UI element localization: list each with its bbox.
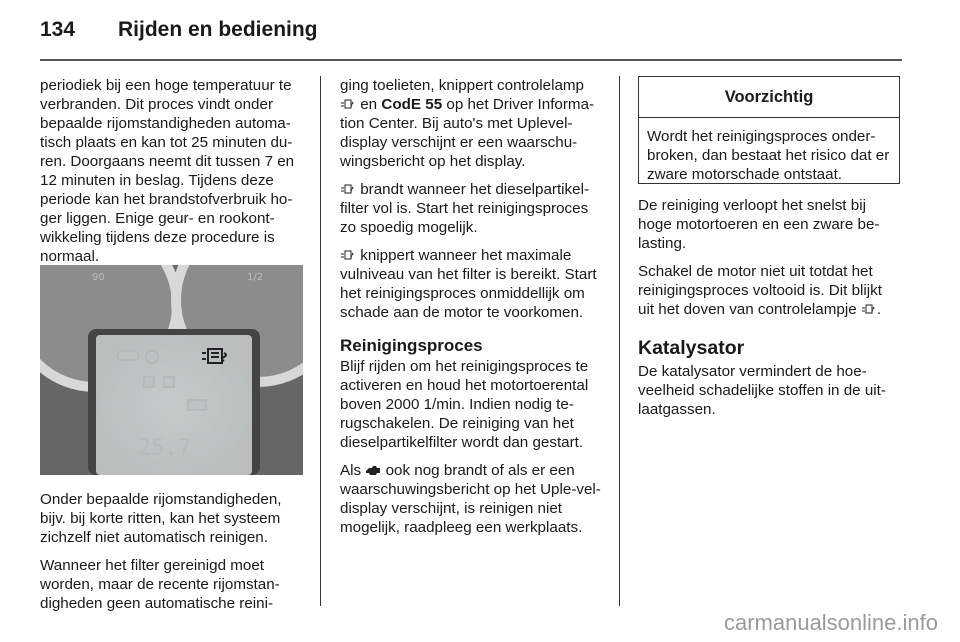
- page-header: [40, 18, 920, 48]
- paragraph: [340, 461, 602, 537]
- text-run: ook nog brandt of als er een waarschuwingsbericht op het Uple-vel-display verschijnt, is reinigen niet mogelijk, raadpleeg een werkplaats.: [340, 462, 601, 536]
- subsection-title: Reinigingsproces: [340, 336, 483, 355]
- error-code: CodE 55: [381, 96, 443, 113]
- text-run: op het Driver Informa-tion Center. Bij auto's met Uplevel-display verschijnt er een waarschu-wingsbericht op het display.: [340, 96, 595, 170]
- svg-text:90: 90: [92, 272, 105, 283]
- paragraph: periodiek bij een hoge temperatuur te verbranden. Dit proces vindt onder bepaalde rijomstandigheden automa-tisch plaats en kan tot 25 minuten du-ren. Doorgaans neemt dit tussen 7 en 12 minuten in beslag. Tijdens deze periode kan het brandstofverbruik ho-ger liggen. Enige geur- en rookont-wikkeling tijdens deze procedure is normaal.: [40, 77, 295, 265]
- paragraph: De reiniging verloopt het snelst bij hoge motortoeren en een zware be-lasting.: [638, 197, 880, 252]
- caution-box: [638, 76, 900, 184]
- page-title: Rijden en bediening: [118, 18, 318, 41]
- paragraph: [638, 262, 900, 319]
- paragraph: [340, 180, 602, 237]
- svg-text:1/2: 1/2: [247, 272, 264, 283]
- instrument-cluster-image: [40, 265, 303, 475]
- dpf-warning-icon: [340, 97, 356, 111]
- paragraph: Wanneer het filter gereinigd moet worden, maar de recente rijomstan-digheden geen automatische reini-: [40, 557, 280, 612]
- paragraph: De katalysator vermindert de hoe-veelheid schadelijke stoffen in de uit-laatgassen.: [638, 363, 886, 418]
- column-1: [40, 76, 308, 275]
- text-run: Als: [340, 462, 362, 479]
- watermark: carmanualsonline.info: [723, 610, 938, 635]
- dpf-warning-icon: [340, 248, 356, 262]
- column-divider: [619, 76, 620, 606]
- text-run: Schakel de motor niet uit totdat het reinigingsproces voltooid is. Dit blijkt uit het doven van controlelampje: [638, 263, 882, 318]
- text-run: en: [360, 96, 378, 113]
- text-run: .: [876, 301, 882, 318]
- column-3: [638, 196, 900, 428]
- engine-warning-icon: [365, 463, 381, 477]
- caution-title: Voorzichtig: [639, 77, 899, 118]
- text-run: knippert wanneer het maximale vulniveau van het filter is bereikt. Start het reinigingsproces onmiddellijk om schade aan de motor te voorkomen.: [340, 247, 597, 321]
- column-divider: [320, 76, 321, 606]
- section-title: Katalysator: [638, 337, 745, 359]
- page-number: 134: [40, 18, 76, 41]
- column-1-bottom: [40, 490, 308, 622]
- paragraph: Blijf rijden om het reinigingsproces te activeren en houd het motortoerental boven 2000 1/min. Indien nodig te-rugschakelen. De reiniging van het dieselpartikelfilter wordt dan gestart.: [340, 358, 589, 451]
- paragraph: [340, 76, 602, 171]
- paragraph: [340, 246, 602, 322]
- instrument-cluster-illustration: [40, 265, 303, 475]
- header-rule: [40, 59, 902, 61]
- text-run: brandt wanneer het dieselpartikel-filter vol is. Start het reinigingsproces zo spoedig mogelijk.: [340, 181, 590, 236]
- text-run: ging toelieten, knippert controlelamp: [340, 77, 584, 94]
- caution-text: Wordt het reinigingsproces onder-broken, dan bestaat het risico dat er zware motorschade ontstaat.: [647, 128, 890, 183]
- column-2: [340, 76, 602, 546]
- dpf-warning-icon: [340, 182, 356, 196]
- dpf-warning-icon: [861, 302, 877, 316]
- display-readout: 25.7: [138, 436, 191, 461]
- paragraph: Onder bepaalde rijomstandigheden, bijv. bij korte ritten, kan het systeem zichzelf niet automatisch reinigen.: [40, 491, 282, 546]
